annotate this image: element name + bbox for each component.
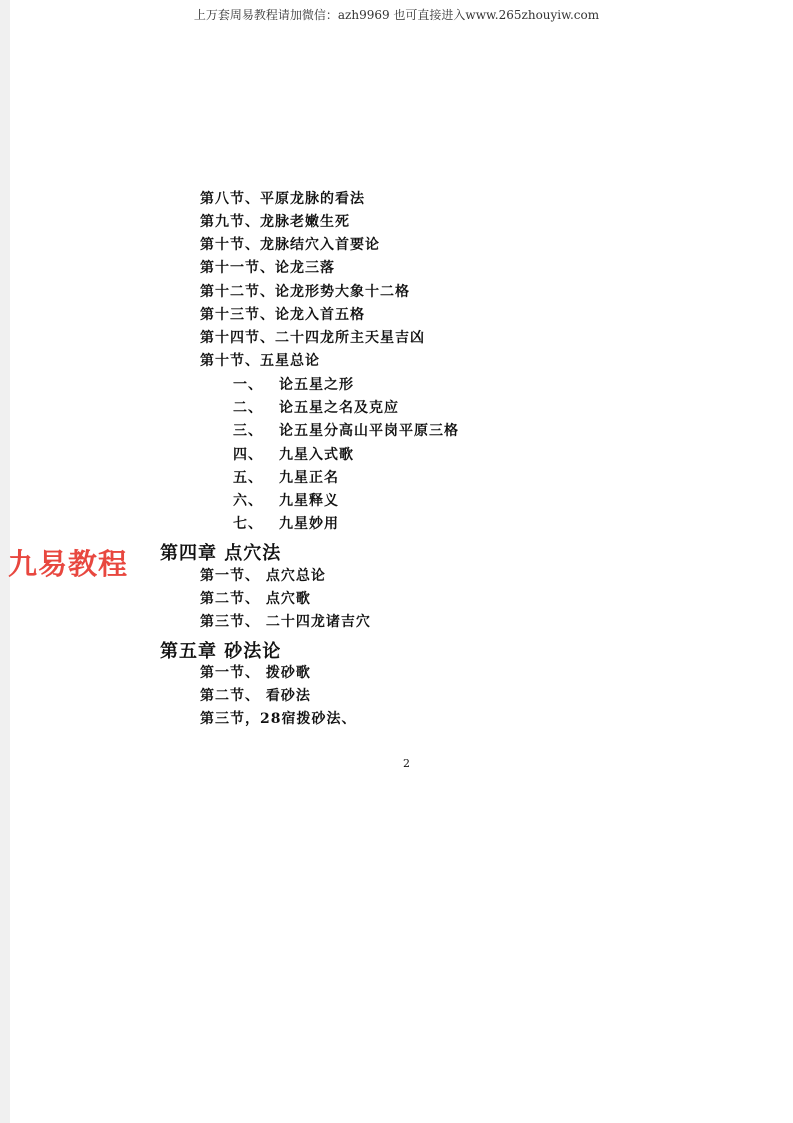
- sub-entry-title: 论五星分高山平岗平原三格: [279, 423, 459, 439]
- section-title: 看砂法: [265, 688, 311, 704]
- toc-sub-entry: [233, 492, 339, 510]
- toc-entry: 第十三节、论龙入首五格: [200, 307, 365, 323]
- section-title: 拨砂歌: [265, 665, 311, 681]
- section-title: 点穴总论: [265, 568, 326, 584]
- toc-sub-entry: [233, 469, 339, 487]
- toc-sub-entry: [233, 515, 339, 533]
- sub-entry-title: 论五星之名及克应: [279, 400, 399, 416]
- section-number: 第三节、: [200, 614, 260, 630]
- section-number: 第一节、: [200, 665, 260, 681]
- sub-entry-number: 四、: [233, 447, 263, 463]
- toc-entry: 第八节、平原龙脉的看法: [200, 191, 365, 207]
- toc-sub-entry: [233, 446, 354, 464]
- section-number: 第二节、: [200, 591, 260, 607]
- section-number: 第一节、: [200, 568, 260, 584]
- toc-entry: 第九节、龙脉老嫩生死: [200, 214, 350, 230]
- sub-entry-title: 论五星之形: [279, 377, 354, 393]
- sub-entry-number: 二、: [233, 400, 263, 416]
- page-number: 2: [403, 757, 410, 770]
- toc-entry: [200, 710, 356, 728]
- sub-entry-number: 一、: [233, 377, 263, 393]
- toc-entry: 第十四节、二十四龙所主天星吉凶: [200, 330, 425, 346]
- chapter-heading: 第四章 点穴法: [160, 543, 282, 564]
- toc-entry: 第十一节、论龙三落: [200, 260, 335, 276]
- toc-entry: 第十节、五星总论: [200, 353, 320, 369]
- section-number: 第二节、: [200, 688, 260, 704]
- watermark-logo: 九易教程: [8, 547, 129, 581]
- sub-entry-number: 七、: [233, 516, 263, 532]
- toc-entry: 第十二节、论龙形势大象十二格: [200, 284, 410, 300]
- chapter-heading: 第五章 砂法论: [160, 641, 282, 662]
- toc-entry: 第十节、龙脉结穴入首要论: [200, 237, 380, 253]
- toc-sub-entry: [233, 399, 399, 417]
- toc-entry: [200, 613, 371, 631]
- toc-entry: [200, 590, 311, 608]
- sub-entry-number: 五、: [233, 470, 263, 486]
- toc-sub-entry: [233, 422, 459, 440]
- toc-entry: [200, 567, 326, 585]
- header-banner: 上万套周易教程请加微信：azh9969 也可直接进入www.265zhouyiw.com: [193, 8, 600, 22]
- sub-entry-number: 三、: [233, 423, 263, 439]
- toc-entry: [200, 687, 311, 705]
- sub-entry-number: 六、: [233, 493, 263, 509]
- toc-sub-entry: [233, 376, 354, 394]
- toc-entry: [200, 664, 311, 682]
- section-title: 28宿拨砂法、: [260, 711, 357, 727]
- sub-entry-title: 九星正名: [279, 470, 339, 486]
- section-number: 第三节，: [200, 711, 260, 727]
- section-title: 点穴歌: [265, 591, 311, 607]
- sub-entry-title: 九星释义: [279, 493, 339, 509]
- section-title: 二十四龙诸吉穴: [265, 614, 371, 630]
- sub-entry-title: 九星入式歌: [279, 447, 354, 463]
- sub-entry-title: 九星妙用: [279, 516, 339, 532]
